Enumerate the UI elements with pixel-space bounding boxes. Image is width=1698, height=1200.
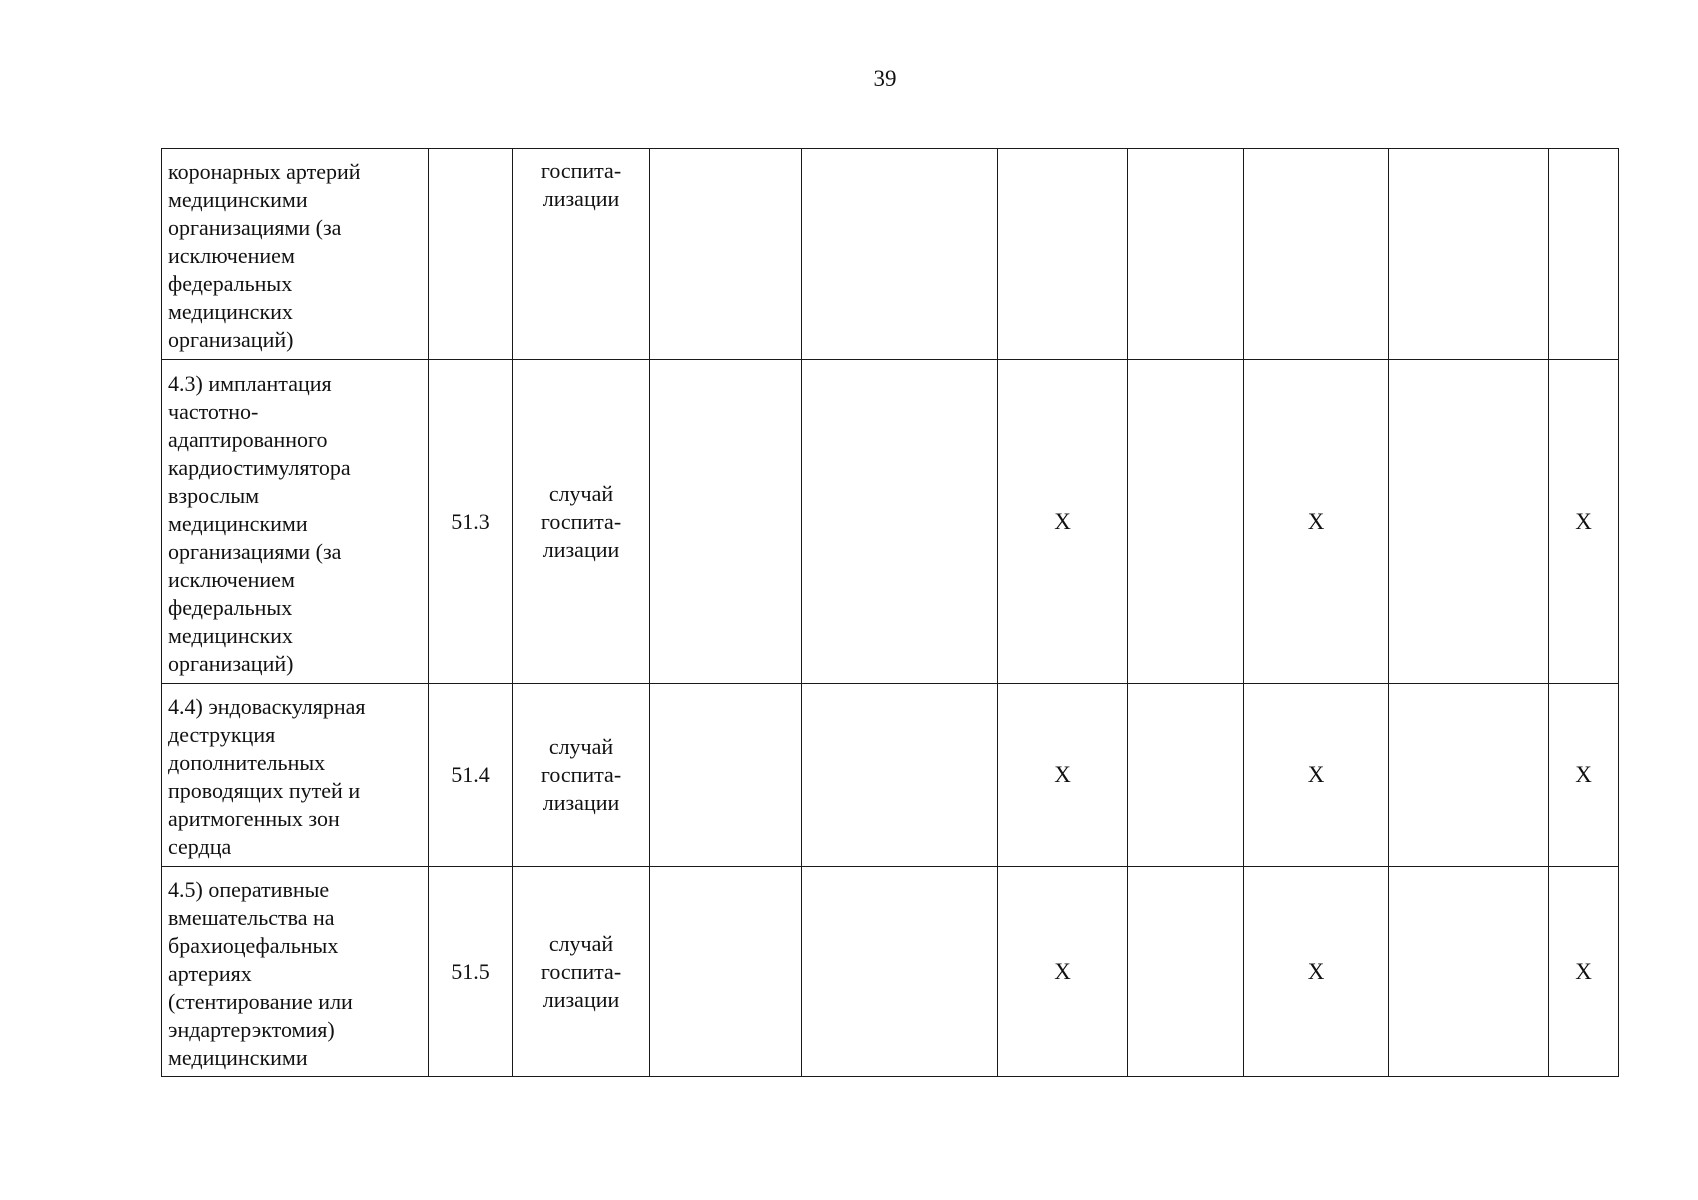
- value-cell: [802, 149, 998, 360]
- table-row: [162, 867, 1619, 1077]
- row-code-cell: 51.5: [429, 867, 513, 1077]
- value-cell: [1389, 867, 1549, 1077]
- value-cell: [802, 360, 998, 684]
- value-cell: Х: [1549, 360, 1619, 684]
- unit-cell: случай госпита- лизации: [513, 867, 650, 1077]
- value-cell: [650, 867, 802, 1077]
- value-cell: Х: [1244, 360, 1389, 684]
- value-cell: [1389, 360, 1549, 684]
- value-cell: [1128, 867, 1244, 1077]
- row-code-cell: 51.3: [429, 360, 513, 684]
- value-cell: Х: [1244, 867, 1389, 1077]
- value-cell: Х: [1549, 684, 1619, 867]
- value-cell: Х: [1549, 867, 1619, 1077]
- value-cell: Х: [1244, 684, 1389, 867]
- unit-cell: случай госпита- лизации: [513, 684, 650, 867]
- value-cell: [802, 684, 998, 867]
- unit-cell: госпита- лизации: [513, 149, 650, 360]
- value-cell: Х: [998, 684, 1128, 867]
- value-cell: [1389, 684, 1549, 867]
- value-cell: [1128, 149, 1244, 360]
- value-cell: Х: [998, 867, 1128, 1077]
- table-row: [162, 684, 1619, 867]
- page-number: 39: [873, 66, 897, 91]
- value-cell: [1128, 684, 1244, 867]
- table-row: [162, 360, 1619, 684]
- row-code-cell: [429, 149, 513, 360]
- service-name-cell: 4.5) оперативные вмешательства на брахиоцефальных артериях (стентирование или эндартерэктомия) медицинскими: [162, 867, 429, 1077]
- service-name-cell: 4.4) эндоваскулярная деструкция дополнительных проводящих путей и аритмогенных зон сердца: [162, 684, 429, 867]
- value-cell: [1128, 360, 1244, 684]
- data-table: [161, 148, 1619, 1077]
- value-cell: [1549, 149, 1619, 360]
- value-cell: [650, 149, 802, 360]
- value-cell: [998, 149, 1128, 360]
- table-row: [162, 149, 1619, 360]
- value-cell: [650, 360, 802, 684]
- value-cell: [650, 684, 802, 867]
- value-cell: [1389, 149, 1549, 360]
- value-cell: [802, 867, 998, 1077]
- value-cell: Х: [998, 360, 1128, 684]
- unit-cell: случай госпита- лизации: [513, 360, 650, 684]
- row-code-cell: 51.4: [429, 684, 513, 867]
- value-cell: [1244, 149, 1389, 360]
- service-name-cell: коронарных артерий медицинскими организациями (за исключением федеральных медицинских организаций): [162, 149, 429, 360]
- service-name-cell: 4.3) имплантация частотно- адаптированного кардиостимулятора взрослым медицинскими организациями (за исключением федеральных медицинских организаций): [162, 360, 429, 684]
